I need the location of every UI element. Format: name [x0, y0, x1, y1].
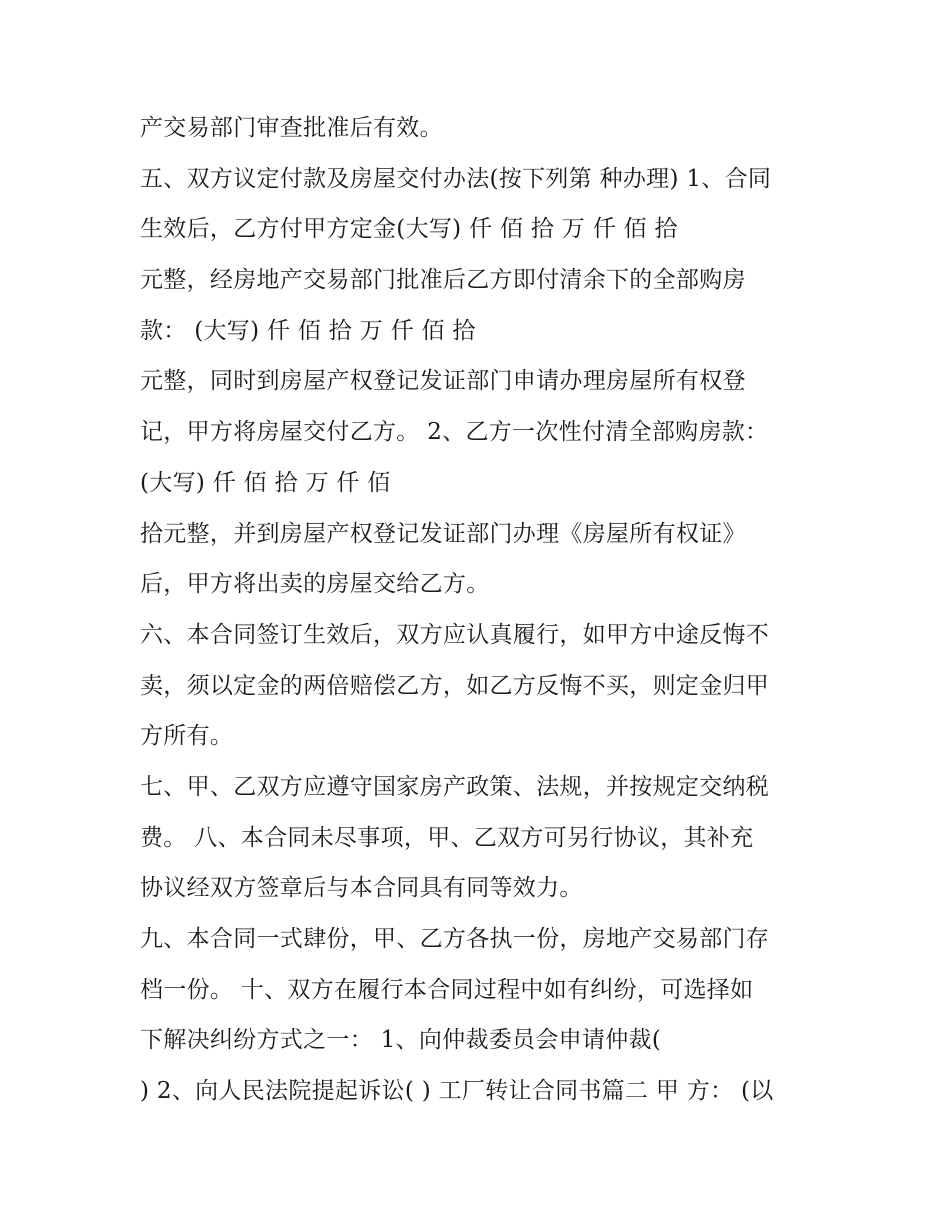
text-line: 生效后，乙方付甲方定金(大写) 仟 佰 拾 万 仟 佰 拾 — [140, 216, 678, 243]
text-line: 卖，须以定金的两倍赔偿乙方，如乙方反悔不买，则定金归甲 — [140, 672, 770, 699]
text-line: 后，甲方将出卖的房屋交给乙方。 — [140, 571, 490, 598]
text-line: 下解决纠纷方式之一： 1、向仲裁委员会申请仲裁( — [140, 1027, 662, 1054]
text-line: 五、双方议定付款及房屋交付办法(按下列第 种办理) 1、合同 — [140, 165, 772, 192]
text-line: 方所有。 — [140, 723, 234, 750]
text-line: 六、本合同签订生效后，双方应认真履行，如甲方中途反悔不 — [140, 621, 770, 648]
text-line: 元整，经房地产交易部门批准后乙方即付清余下的全部购房 — [140, 267, 746, 294]
text-line: ) 2、向人民法院提起诉讼( ) 工厂转让合同书篇二 甲 方： (以 — [140, 1078, 774, 1105]
text-line: 款： (大写) 仟 佰 拾 万 仟 佰 拾 — [140, 317, 476, 344]
text-line: 元整，同时到房屋产权登记发证部门申请办理房屋所有权登 — [140, 368, 746, 395]
text-line: 拾元整，并到房屋产权登记发证部门办理《房屋所有权证》 — [140, 520, 746, 547]
text-line: 产交易部门审查批准后有效。 — [140, 115, 443, 141]
contract-body-text — [140, 108, 820, 1122]
text-line: 七、甲、乙双方应遵守国家房产政策、法规，并按规定交纳税 — [140, 773, 770, 800]
text-line: 记，甲方将房屋交付乙方。 2、乙方一次性付清全部购房款： — [140, 419, 769, 446]
text-line: (大写) 仟 佰 拾 万 仟 佰 — [140, 469, 391, 496]
text-line: 档一份。 十、双方在履行本合同过程中如有纠纷，可选择如 — [140, 976, 754, 1003]
text-line: 协议经双方签章后与本合同具有同等效力。 — [140, 875, 583, 902]
text-line: 九、本合同一式肆份，甲、乙方各执一份，房地产交易部门存 — [140, 926, 770, 952]
text-line: 费。 八、本合同未尽事项，甲、乙双方可另行协议，其补充 — [140, 824, 754, 851]
